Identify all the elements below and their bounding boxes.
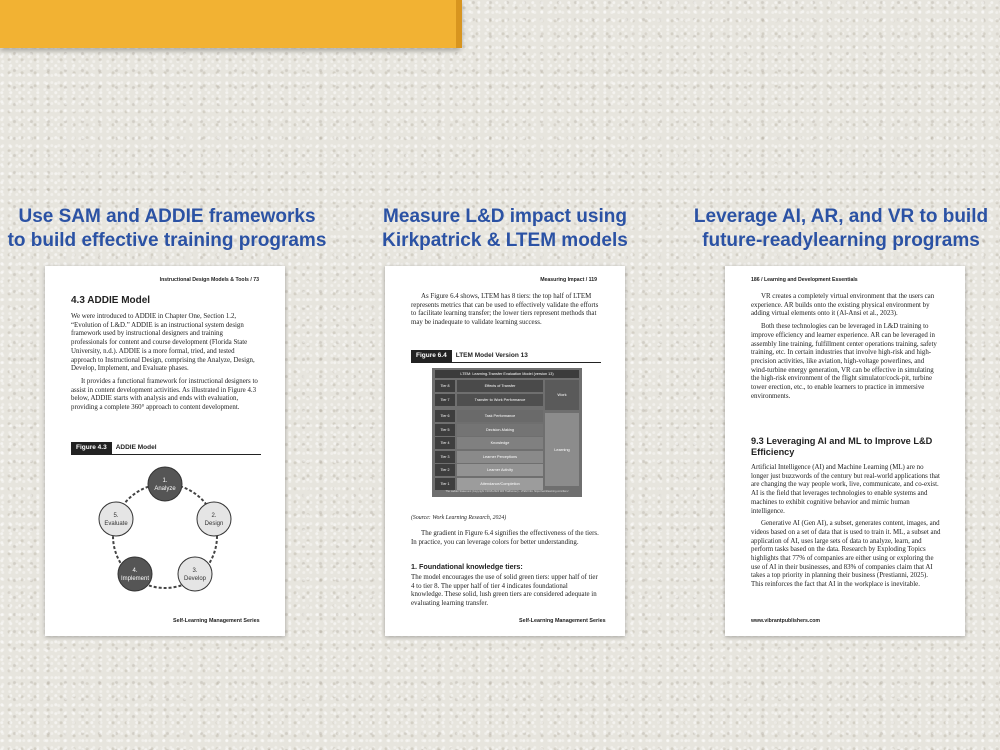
ltem-tier-label: Tier 5 [435, 424, 455, 436]
figure-caption: Figure 6.4 LTEM Model Version 13 [411, 350, 601, 363]
ltem-tier-bar: Transfer to Work Performance [457, 394, 543, 406]
ltem-tier-label: Tier 6 [435, 410, 455, 422]
figure-source: (Source: Work Learning Research, 2024) [411, 515, 507, 521]
running-head: Measuring Impact / 119 [540, 277, 597, 283]
book-cover-edge [0, 0, 462, 48]
ltem-tier-bar: Knowledge [457, 437, 543, 449]
addie-step-4-num: 4. [132, 568, 138, 574]
body-text-2: The model encourages the use of solid green tiers: upper half of tier 4 to tier 8. The upper half of tier 4 indicates foundational knowledge. These solid, lush green tiers are considered adequate in evaluating learning transfer. [411, 574, 598, 608]
addie-step-4-name: Implement [120, 576, 150, 582]
addie-step-3-num: 3. [192, 568, 198, 574]
ltem-side-work: Work [545, 380, 579, 410]
body-text-2: Artificial Intelligence (AI) and Machine Learning (ML) are no longer just buzzwords of the century but real-world applications that are changing the way people work, live, communicate, and co-exist. AI is the field that leverages technologies to enable systems and machines to exhibit cognitive behavior and mimic human intelligence. Generative AI (Gen AI), a subset, generates content, images, and videos based on a set of data that is used to train it. ML, a subset and application of AI, uses large sets of data to analyze, learn, and perform tasks based on the data. Research by Exploding Topics highlights that 77% of companies are either using or exploring the use of AI in their businesses, and 83% of companies claim that AI takes a top priority in planning their business (Prestianni, 2025). This reinforces the fact that AI in the workplace is inevitable. [751, 464, 941, 589]
figure-caption: Figure 4.3 ADDIE Model [71, 442, 261, 455]
addie-step-5-name: Evaluate [104, 521, 128, 527]
running-head: 186 / Learning and Development Essentials [751, 277, 858, 283]
ltem-tier-label: Tier 2 [435, 464, 455, 476]
heading-addie: Use SAM and ADDIE frameworks to build effective training programs [7, 206, 327, 251]
ltem-tier-label: Tier 8 [435, 380, 455, 392]
ltem-tier-bar: Learner Perceptions [457, 451, 543, 463]
page-ai [725, 266, 965, 636]
page-addie [45, 266, 285, 636]
page-impact [385, 266, 625, 636]
ltem-footer: The Ladder Statement (Copyright ©2018-2024 Will Thalheimer) - LTEM Info: https://worklearning.com/ltem/ [445, 490, 569, 493]
ltem-tier-bar: Decision-Making [457, 424, 543, 436]
addie-design-node [197, 502, 231, 536]
ltem-tier-bar: Learner Activity [457, 464, 543, 476]
ltem-tier-label: Tier 4 [435, 437, 455, 449]
addie-step-1-name: Analyze [154, 486, 176, 492]
footer-series: Self-Learning Management Series [519, 618, 606, 624]
addie-implement-node [118, 557, 152, 591]
ltem-title: LTEM: Learning-Transfer Evaluation Model (version 13) [435, 370, 579, 378]
ltem-tier-label: Tier 7 [435, 394, 455, 406]
addie-develop-node [178, 557, 212, 591]
intro-text: As Figure 6.4 shows, LTEM has 8 tiers: the top half of LTEM represents metrics that can be used to effectively validate the efforts to facilitate learning transfer; the lower tiers represent methods that may be inadequate to validate learning success. [411, 293, 599, 327]
section-title: 9.3 Leveraging AI and ML to Improve L&D Efficiency [751, 436, 933, 457]
ltem-tier-label: Tier 3 [435, 451, 455, 463]
running-head: Instructional Design Models & Tools / 73 [159, 277, 259, 283]
body-text: We were introduced to ADDIE in Chapter One, Section 1.2, “Evolution of L&D.” ADDIE is an instructional system design framework used by instructional designers and training professionals for content and course development (Florida State University, n.d.). ADDIE is a more formal, tried, and tested approach to Instructional Design, comprising the Analyze, Design, Develop, Implement, and Evaluate phases. It provides a functional framework for instructional designers to assist in content development activities. As illustrated in Figure 4.3 below, ADDIE starts with analysis and ends with evaluation, providing a complete 360° approach to content development. [71, 313, 258, 412]
addie-step-2-name: Design [204, 521, 224, 527]
addie-step-1-num: 1. [162, 478, 168, 484]
ltem-tier-bar: Attendance/Completion [457, 478, 543, 490]
body-text: The gradient in Figure 6.4 signifies the effectiveness of the tiers. In practice, you can leverage colors for better understanding. [411, 530, 599, 546]
addie-step-5-num: 5. [113, 513, 119, 519]
subsection-title: 1. Foundational knowledge tiers: [411, 562, 523, 571]
addie-step-2-num: 2. [211, 513, 217, 519]
heading-ai: Leverage AI, AR, and VR to build future-readylearning programs [693, 206, 989, 251]
addie-analyze-node [148, 467, 182, 501]
ltem-tier-bar: Effects of Transfer [457, 380, 543, 392]
ltem-side-learning: Learning [545, 413, 579, 486]
heading-impact: Measure L&D impact using Kirkpatrick & LTEM models [382, 206, 628, 251]
footer-series: Self-Learning Management Series [173, 618, 260, 624]
section-title: 4.3 ADDIE Model [71, 295, 151, 306]
ltem-tier-bar: Task Performance [457, 410, 543, 422]
publisher-url: www.vibrantpublishers.com [751, 618, 820, 624]
addie-evaluate-node [99, 502, 133, 536]
ltem-diagram [432, 368, 582, 497]
addie-step-3-name: Develop [183, 576, 207, 582]
ltem-tier-label: Tier 1 [435, 478, 455, 490]
addie-cycle-diagram [90, 464, 240, 604]
body-text: VR creates a completely virtual environment that the users can experience. AR builds onto the existing physical environment by adding virtual elements onto it (Al-Ansi et al., 2023). Both these technologies can be leveraged in L&D training to improve efficiency and learner experience. AR can be leveraged in assembly line training, fulfillment center operations training, safety training, etc. In certain industries that involve high-risk and high-precision activities, like aviation, high-voltage powerlines, and wind-turbine energy generation, VR can be effective in simulating the high-risk environment of the flight simulator/cock-pit, turbine tower erection, etc., to enable learners to practice in immersive environments. [751, 293, 937, 400]
